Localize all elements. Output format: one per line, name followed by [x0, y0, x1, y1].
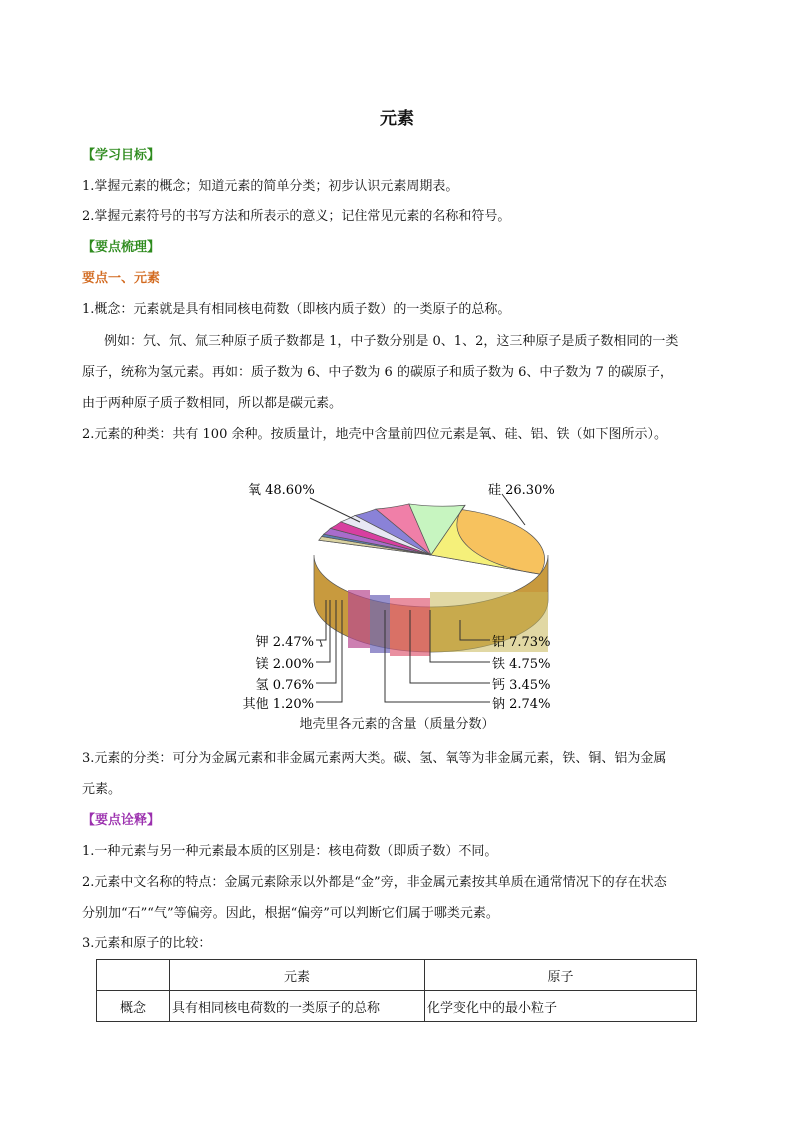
element-pie-chart — [230, 470, 590, 715]
table-header-cell: 原子 — [425, 960, 697, 991]
label-calcium: 钙 3.45% — [492, 678, 551, 693]
goal-2: 2.掌握元素符号的书写方法和所表示的意义；记住常见元素的名称和符号。 — [82, 209, 511, 224]
goal-1: 1.掌握元素的概念；知道元素的简单分类；初步认识元素周期表。 — [82, 179, 459, 194]
classification-line-1: 3.元素的分类：可分为金属元素和非金属元素两大类。碳、氢、氧等为非金属元素，铁、铜、铝为金属 — [82, 751, 667, 766]
table-header-cell: 元素 — [170, 960, 425, 991]
table-cell: 化学变化中的最小粒子 — [425, 991, 697, 1022]
explain-3: 3.元素和原子的比较： — [82, 936, 212, 951]
table-cell: 概念 — [97, 991, 170, 1022]
goals-header: 【学习目标】 — [82, 148, 161, 163]
pie-top — [319, 504, 545, 574]
explain-2-line-1: 2.元素中文名称的特点：金属元素除汞以外都是“金”旁，非金属元素按其单质在通常情况下的存在状态 — [82, 875, 667, 890]
label-magnesium: 镁 2.00% — [255, 657, 314, 672]
classification-line-2: 元素。 — [82, 782, 122, 797]
table-row — [97, 991, 697, 1022]
label-potassium: 钾 2.47% — [255, 635, 314, 650]
label-other: 其他 1.20% — [242, 697, 314, 712]
chart-caption: 地壳里各元素的含量（质量分数） — [299, 717, 495, 732]
explain-2-line-2: 分别加“石”“气”等偏旁。因此，根据“偏旁”可以判断它们属于哪类元素。 — [82, 906, 499, 921]
example-line-2: 原子，统称为氢元素。再如：质子数为 6、中子数为 6 的碳原子和质子数为 6、中子数为 7 的碳原子， — [82, 365, 673, 380]
table-header-cell — [97, 960, 170, 991]
page-title: 元素 — [380, 109, 414, 129]
label-oxygen: 氧 48.60% — [248, 483, 315, 498]
label-hydrogen: 氢 0.76% — [255, 678, 314, 693]
point1-header: 要点一、元素 — [82, 271, 161, 286]
label-silicon: 硅 26.30% — [488, 483, 555, 498]
table-header-row — [97, 960, 697, 991]
points-header: 【要点梳理】 — [82, 240, 161, 255]
comparison-table — [96, 959, 697, 1022]
label-aluminum: 铝 7.73% — [492, 635, 551, 650]
example-line-1: 例如：氕、氘、氚三种原子质子数都是 1，中子数分别是 0、1、2，这三种原子是质子数相同的一类 — [104, 334, 679, 349]
label-sodium: 钠 2.74% — [492, 697, 551, 712]
concept-paragraph: 1.概念：元素就是具有相同核电荷数（即核内质子数）的一类原子的总称。 — [82, 302, 511, 317]
example-line-3: 由于两种原子质子数相同，所以都是碳元素。 — [82, 396, 343, 411]
explain-1: 1.一种元素与另一种元素最本质的区别是：核电荷数（即质子数）不同。 — [82, 844, 498, 859]
table-cell: 具有相同核电荷数的一类原子的总称 — [170, 991, 425, 1022]
kinds-paragraph: 2.元素的种类：共有 100 余种。按质量计，地壳中含量前四位元素是氧、硅、铝、铁（如下图所示）。 — [82, 427, 667, 442]
label-iron: 铁 4.75% — [492, 657, 551, 672]
explain-header: 【要点诠释】 — [82, 813, 161, 828]
